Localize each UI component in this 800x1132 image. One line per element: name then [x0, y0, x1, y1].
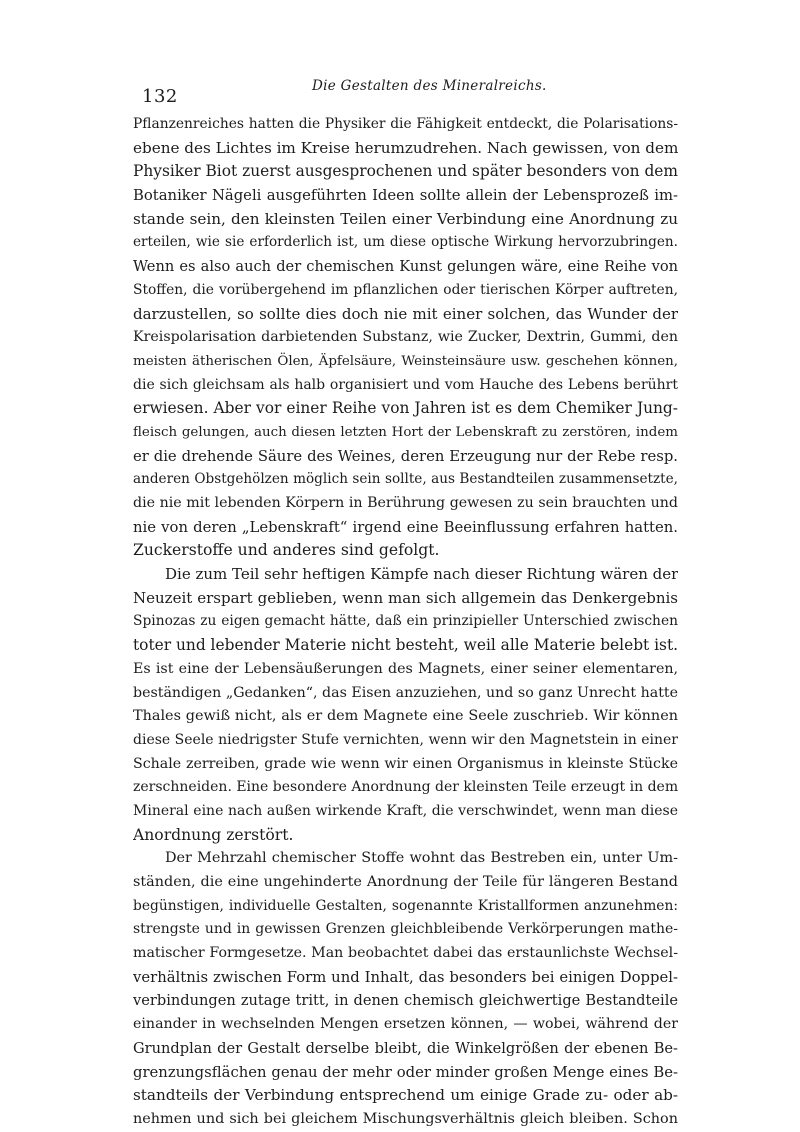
text-line: einander in wechselnden Mengen ersetzen können, — wobei, während der: [133, 1016, 678, 1033]
text-line: Die zum Teil sehr heftigen Kämpfe nach dieser Richtung wären der: [165, 565, 678, 584]
text-line: Pflanzenreiches hatten die Physiker die Fähigkeit entdeckt, die Polarisations-: [133, 116, 678, 132]
body-text: [133, 113, 678, 1132]
text-line: Stoffen, die vorübergehend im pflanzlichen oder tierischen Körper auftreten,: [133, 281, 678, 298]
text-line: Spinozas zu eigen gemacht hätte, daß ein prinzipieller Unterschied zwischen: [133, 613, 678, 630]
text-line: begünstigen, individuelle Gestalten, sogenannte Kristallformen anzunehmen:: [133, 897, 678, 914]
text-line: zerschneiden. Eine besondere Anordnung der kleinsten Teile erzeugt in dem: [133, 779, 678, 796]
text-line: beständigen „Gedanken“, das Eisen anzuziehen, und so ganz Unrecht hatte: [133, 684, 678, 701]
running-title: Die Gestalten des Mineralreichs.: [312, 78, 547, 94]
paragraph-1: [133, 113, 678, 563]
text-line: Thales gewiß nicht, als er dem Magnete eine Seele zuschrieb. Wir können: [133, 708, 678, 725]
text-line: er die drehende Säure des Weines, deren Erzeugung nur der Rebe resp.: [133, 447, 678, 465]
text-line: Schale zerreiben, grade wie wenn wir einen Organismus in kleinste Stücke: [133, 755, 678, 772]
text-line: grenzungsflächen genau der mehr oder minder großen Menge eines Be-: [133, 1063, 678, 1081]
text-line: ständen, die eine ungehinderte Anordnung der Teile für längeren Bestand: [133, 874, 678, 890]
text-line: Anordnung zerstört.: [133, 825, 294, 844]
text-line: Es ist eine der Lebensäußerungen des Magnets, einer seiner elementaren,: [133, 660, 678, 677]
text-line: nie von deren „Lebenskraft“ irgend eine Beeinflussung erfahren hatten.: [133, 518, 678, 536]
text-line: verhältnis zwischen Form und Inhalt, das besonders bei einigen Doppel-: [133, 968, 678, 986]
text-line: strengste und in gewissen Grenzen gleichbleibende Verkörperungen mathe-: [133, 921, 678, 938]
text-line: standteils der Verbindung entsprechend um einige Grade zu- oder ab-: [133, 1086, 678, 1105]
text-line: Der Mehrzahl chemischer Stoffe wohnt das Bestreben ein, unter Um-: [165, 850, 678, 867]
paragraph-2: [133, 563, 678, 847]
text-line: Wenn es also auch der chemischen Kunst gelungen wäre, eine Reihe von: [133, 258, 678, 276]
text-line: fleisch gelungen, auch diesen letzten Hort der Lebenskraft zu zerstören, indem: [133, 424, 678, 440]
text-line: Mineral eine nach außen wirkende Kraft, die verschwindet, wenn man diese: [133, 802, 678, 819]
page-number: 132: [142, 86, 178, 107]
text-line: diese Seele niedrigster Stufe vernichten, wenn wir den Magnetstein in einer: [133, 731, 678, 748]
text-line: ebene des Lichtes im Kreise herumzudrehen. Nach gewissen, von dem: [133, 138, 678, 157]
text-line: meisten ätherischen Ölen, Äpfelsäure, Weinsteinsäure usw. geschehen können,: [133, 353, 678, 369]
text-line: verbindungen zutage tritt, in denen chemisch gleichwertige Bestandteile: [133, 992, 678, 1010]
text-line: die sich gleichsam als halb organisiert und vom Hauche des Lebens berührt: [133, 376, 678, 393]
text-line: erteilen, wie sie erforderlich ist, um diese optische Wirkung hervorzubringen.: [133, 234, 678, 251]
text-line: matischer Formgesetze. Man beobachtet dabei das erstaunlichste Wechsel-: [133, 945, 678, 962]
text-line: Neuzeit erspart geblieben, wenn man sich allgemein das Denkergebnis: [133, 588, 678, 607]
text-line: die nie mit lebenden Körpern in Berührung gewesen zu sein brauchten und: [133, 495, 678, 511]
page-header: [142, 78, 670, 108]
text-line: nehmen und sich bei gleichem Mischungsverhältnis gleich bleiben. Schon: [133, 1110, 678, 1127]
text-line: erwiesen. Aber vor einer Reihe von Jahren ist es dem Chemiker Jung-: [133, 399, 678, 418]
text-line: Grundplan der Gestalt derselbe bleibt, die Winkelgrößen der ebenen Be-: [133, 1039, 678, 1057]
paragraph-3: [133, 847, 678, 1131]
text-line: stande sein, den kleinsten Teilen einer Verbindung eine Anordnung zu: [133, 209, 678, 228]
text-line: Zuckerstoffe und anderes sind gefolgt.: [133, 541, 440, 560]
text-line: anderen Obstgehölzen möglich sein sollte, aus Bestandteilen zusammensetzte,: [133, 471, 678, 488]
text-line: darzustellen, so sollte dies doch nie mit einer solchen, das Wunder der: [133, 304, 678, 323]
text-line: Physiker Biot zuerst ausgesprochenen und später besonders von dem: [133, 162, 678, 181]
text-line: Kreispolarisation darbietenden Substanz, wie Zucker, Dextrin, Gummi, den: [133, 329, 678, 346]
text-line: toter und lebender Materie nicht besteht, weil alle Materie belebt ist.: [133, 636, 678, 655]
text-line: Botaniker Nägeli ausgeführten Ideen sollte allein der Lebensprozeß im-: [133, 187, 678, 205]
